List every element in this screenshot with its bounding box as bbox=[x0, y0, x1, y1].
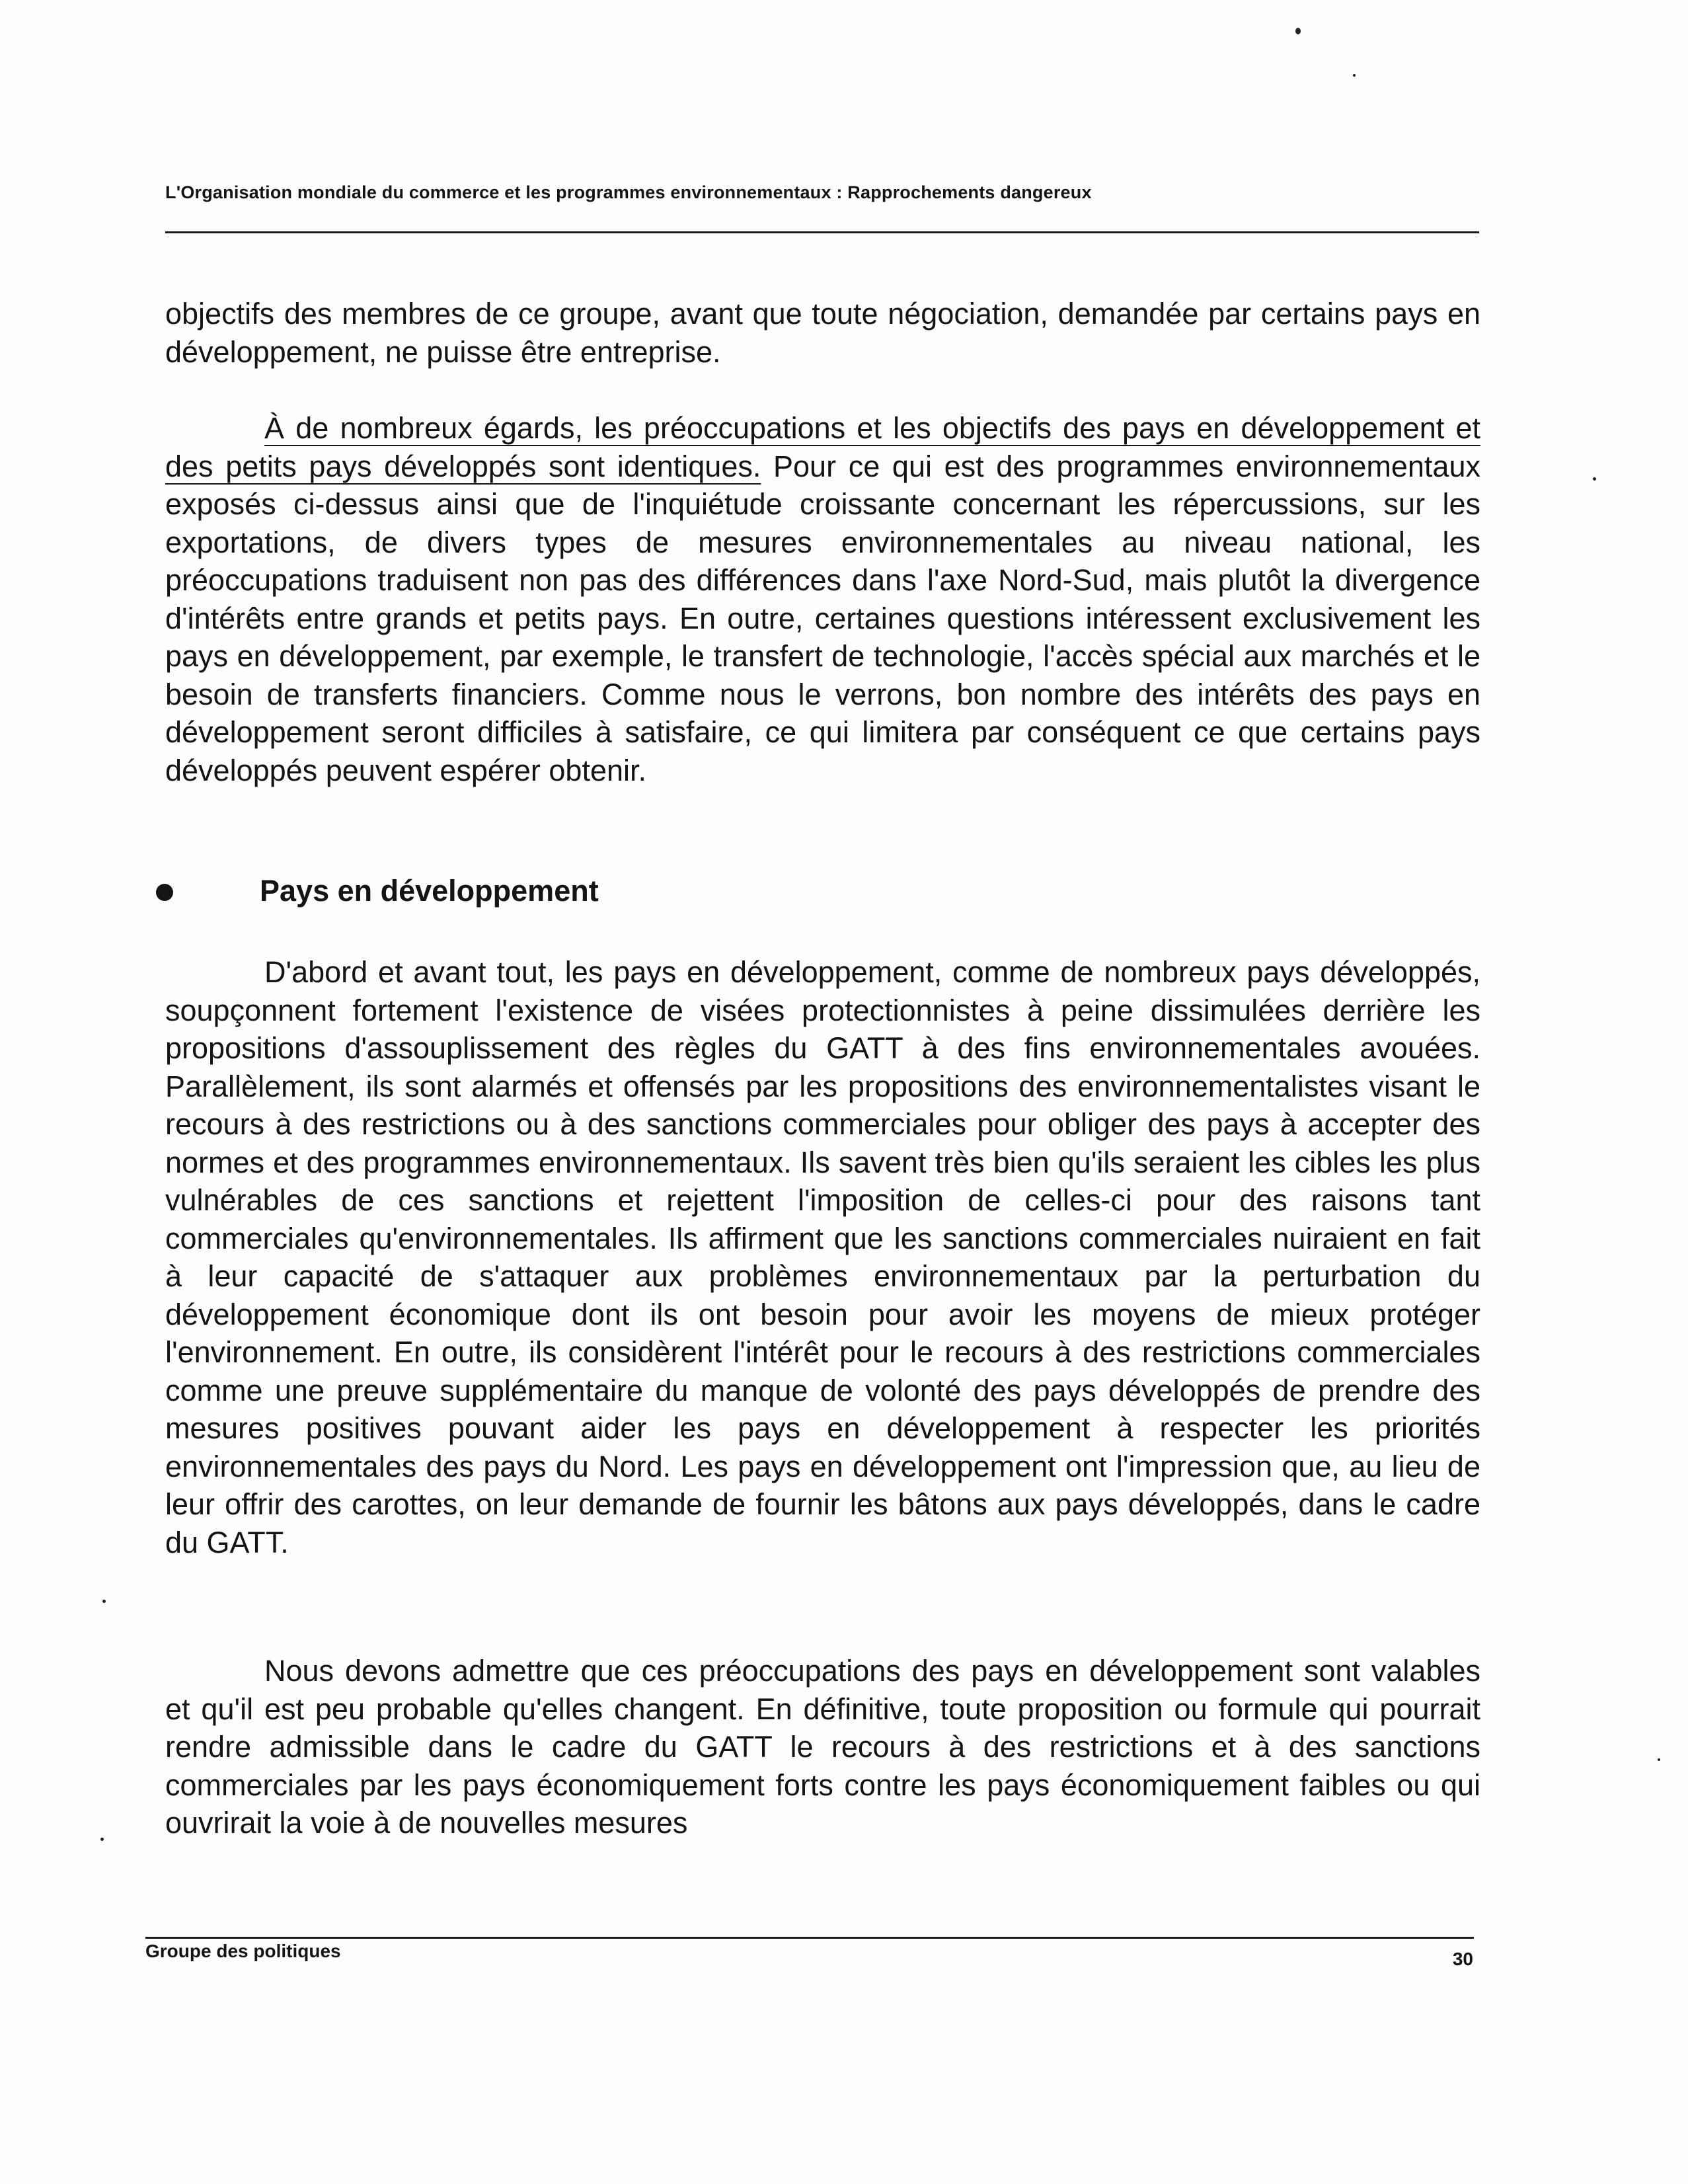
page-number: 30 bbox=[1452, 1949, 1473, 1969]
bullet-icon bbox=[156, 884, 173, 901]
paragraph-small-countries bbox=[165, 409, 1480, 789]
paragraph-body: Pour ce qui est des programmes environnementaux exposés ci-dessus ainsi que de l'inquiétude croissante concernant les répercussions, sur les exportations, de divers types de mesures environnementales au niveau national, les préoccupations traduisent non pas des différences dans l'axe Nord-Sud, mais plutôt la divergence d'intérêts entre grands et petits pays. En outre, certaines questions intéressent exclusivement les pays en développement, par exemple, le transfert de technologie, l'accès spécial aux marchés et le besoin de transferts financiers. Comme nous le verrons, bon nombre des intérêts des pays en développement seront difficiles à satisfaire, ce qui limitera par conséquent ce que certains pays développés peuvent espérer obtenir. bbox=[165, 449, 1480, 787]
header-divider bbox=[165, 231, 1479, 233]
footer-divider bbox=[145, 1937, 1474, 1939]
running-header-title: L'Organisation mondiale du commerce et les programmes environnementaux : Rapprochements dangereux bbox=[165, 182, 1092, 202]
footer-label: Groupe des politiques bbox=[145, 1941, 341, 1961]
scan-speck bbox=[100, 1838, 104, 1841]
scan-speck bbox=[1353, 74, 1356, 77]
scan-speck bbox=[102, 1600, 106, 1603]
section-heading: Pays en développement bbox=[260, 874, 599, 908]
paragraph-conclusion: Nous devons admettre que ces préoccupations des pays en développement sont valables et qu'il est peu probable qu'elles changent. En définitive, toute proposition ou formule qui pourrait rendre admissible dans le cadre du GATT le recours à des restrictions et à des sanctions commerciales par les pays économiquement forts contre les pays économiquement faibles ou qui ouvrirait la voie à de nouvelles mesures bbox=[165, 1654, 1480, 1840]
paragraph-continuation: objectifs des membres de ce groupe, avant que toute négociation, demandée par certains pays en développement, ne puisse être entreprise. bbox=[165, 297, 1480, 369]
scan-speck bbox=[1593, 477, 1596, 481]
paragraph-developing-countries: D'abord et avant tout, les pays en développement, comme de nombreux pays développés, soupçonnent fortement l'existence de visées protectionnistes à peine dissimulées derrière les propositions d'assouplissement des règles du GATT à des fins environnementales avouées. Parallèlement, ils sont alarmés et offensés par les propositions des environnementalistes visant le recours à des restrictions ou à des sanctions commerciales pour obliger des pays à accepter des normes et des programmes environnementaux. Ils savent très bien qu'ils seraient les cibles les plus vulnérables de ces sanctions et rejettent l'imposition de celles-ci pour des raisons tant commerciales qu'environnementales. Ils affirment que les sanctions commerciales nuiraient en fait à leur capacité de s'attaquer aux problèmes environnementaux par la perturbation du développement économique dont ils ont besoin pour avoir les moyens de mieux protéger l'environnement. En outre, ils considèrent l'intérêt pour le recours à des restrictions commerciales comme une preuve supplémentaire du manque de volonté des pays développés de prendre des mesures positives pouvant aider les pays en développement à respecter les priorités environnementales des pays du Nord. Les pays en développement ont l'impression que, au lieu de leur offrir des carottes, on leur demande de fournir les bâtons aux pays développés, dans le cadre du GATT. bbox=[165, 955, 1480, 1559]
underlined-sentence: À de nombreux égards, les préoccupations et les objectifs des pays en développement et des petits pays développés sont identiques. bbox=[165, 411, 1480, 483]
scan-speck bbox=[1658, 1758, 1660, 1761]
scan-speck bbox=[1295, 28, 1301, 34]
